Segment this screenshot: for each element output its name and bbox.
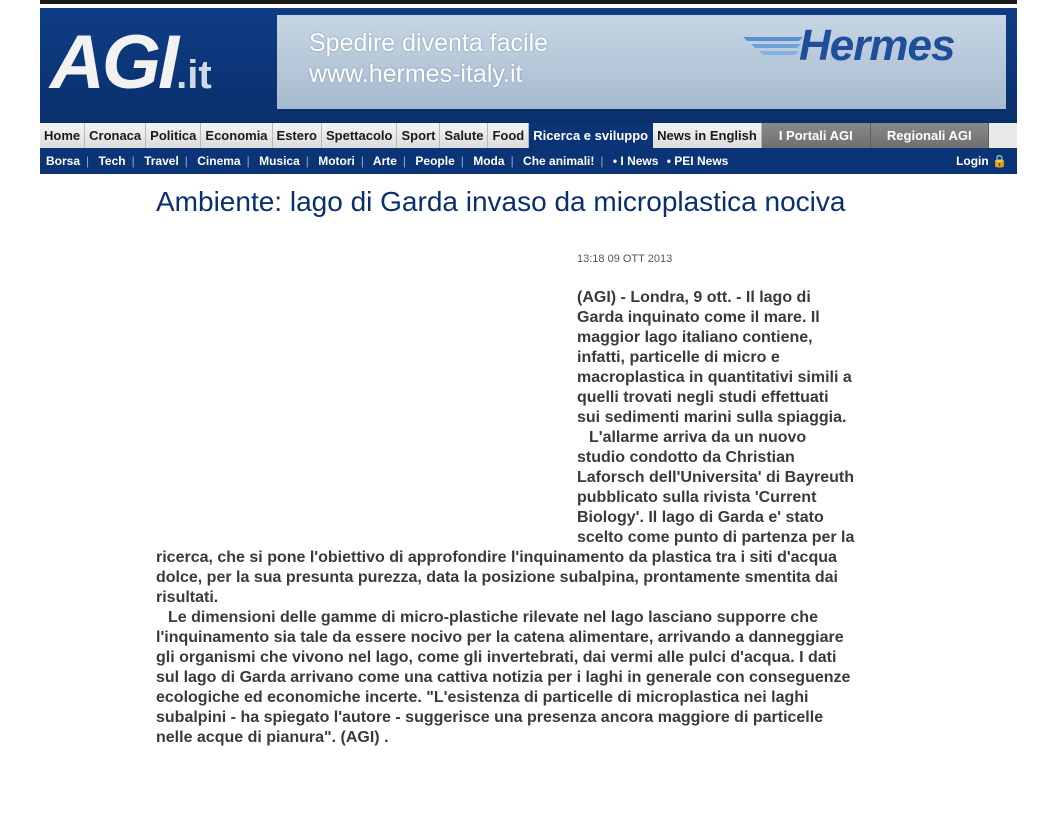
nav-inews[interactable]: • I News <box>612 154 659 168</box>
nav-arte[interactable]: Arte <box>372 154 397 168</box>
nav-travel[interactable]: Travel <box>144 154 179 168</box>
agi-logo[interactable] <box>50 20 212 105</box>
nav-news-in-english[interactable]: News in English <box>653 123 762 148</box>
nav-cronaca[interactable]: Cronaca <box>85 123 146 148</box>
primary-nav <box>40 123 1017 148</box>
nav-economia[interactable]: Economia <box>201 123 272 148</box>
nav-people[interactable]: People <box>415 154 455 168</box>
nav-musica[interactable]: Musica <box>259 154 300 168</box>
nav-spettacolo[interactable]: Spettacolo <box>322 123 397 148</box>
logo-main: AGI <box>50 20 177 105</box>
article-paragraph-2: L'allarme arriva da un nuovo studio condotto da Christian Laforsch dell'Universita' di Bayreuth pubblicato sulla rivista 'Current Biology'. Il lago di Garda e' stato scelto come punto di partenza per la ricerca, che si pone l'obiettivo di approfondire l'inquinamento da plastica tra i siti d'acqua dolce, per la sua presunta purezza, data la posizione subalpina, prontamente smentita dai risultati. <box>156 429 855 606</box>
nav-home[interactable]: Home <box>40 123 85 148</box>
nav-cinema[interactable]: Cinema <box>197 154 241 168</box>
site-header <box>40 8 1017 123</box>
nav-moda[interactable]: Moda <box>473 154 505 168</box>
nav-portali-agi[interactable]: I Portali AGI <box>762 123 871 148</box>
nav-tech[interactable]: Tech <box>98 154 126 168</box>
secondary-nav: Borsa | Tech | Travel | Cinema | Musica | Motori | Arte | People | Moda | Che animali! | • I News • PEI News Login 🔒 <box>40 148 1017 174</box>
nav-motori[interactable]: Motori <box>318 154 355 168</box>
article-paragraph-3: Le dimensioni delle gamme di micro-plastiche rilevate nel lago lasciano supporre che l'inquinamento sia tale da essere nocivo per la catena alimentare, arrivando a danneggiare gli organismi che vivono nel lago, come gli invertebrati, dai vermi alle pulci d'acqua. I dati sul lago di Garda arrivano come una cattiva notizia per i laghi in generale con conseguenze ecologiche ed economiche incerte. "L'esistenza di particelle di microplastica nei laghi subalpini - ha spiegato l'autore - suggerisce una presenza ancora maggiore di particelle nelle acque di pianura". (AGI) . <box>156 609 851 746</box>
article-date: 13:18 09 OTT 2013 <box>577 253 673 265</box>
hermes-banner-ad[interactable] <box>277 15 1006 109</box>
nav-sport[interactable]: Sport <box>397 123 440 148</box>
article-body <box>156 288 856 748</box>
article-title: Ambiente: lago di Garda invaso da microplastica nociva <box>156 186 846 217</box>
nav-politica[interactable]: Politica <box>146 123 201 148</box>
nav-food[interactable]: Food <box>488 123 529 148</box>
nav-salute[interactable]: Salute <box>440 123 488 148</box>
top-border <box>40 0 1017 4</box>
nav-che-animali[interactable]: Che animali! <box>523 154 595 168</box>
banner-brand: Hermes <box>799 21 955 70</box>
nav-pei-news[interactable]: • PEI News <box>666 154 729 168</box>
ad-placeholder <box>156 288 577 548</box>
article-paragraph-1: (AGI) - Londra, 9 ott. - Il lago di Garda inquinato come il mare. Il maggior lago italiano contiene, infatti, particelle di micro e macroplastica in quantitativi simili a quelli trovati negli studi effettuati sui sedimenti marini sulla spiaggia. <box>577 289 852 426</box>
nav-ricerca-sviluppo[interactable]: Ricerca e sviluppo <box>529 123 653 148</box>
login-link[interactable]: Login 🔒 <box>956 154 1007 168</box>
logo-suffix: .it <box>176 53 212 97</box>
nav-borsa[interactable]: Borsa <box>46 154 81 168</box>
nav-regionali-agi[interactable]: Regionali AGI <box>871 123 989 148</box>
nav-estero[interactable]: Estero <box>273 123 322 148</box>
banner-line2: www.hermes-italy.it <box>309 60 523 88</box>
banner-line1: Spedire diventa facile <box>309 29 549 57</box>
